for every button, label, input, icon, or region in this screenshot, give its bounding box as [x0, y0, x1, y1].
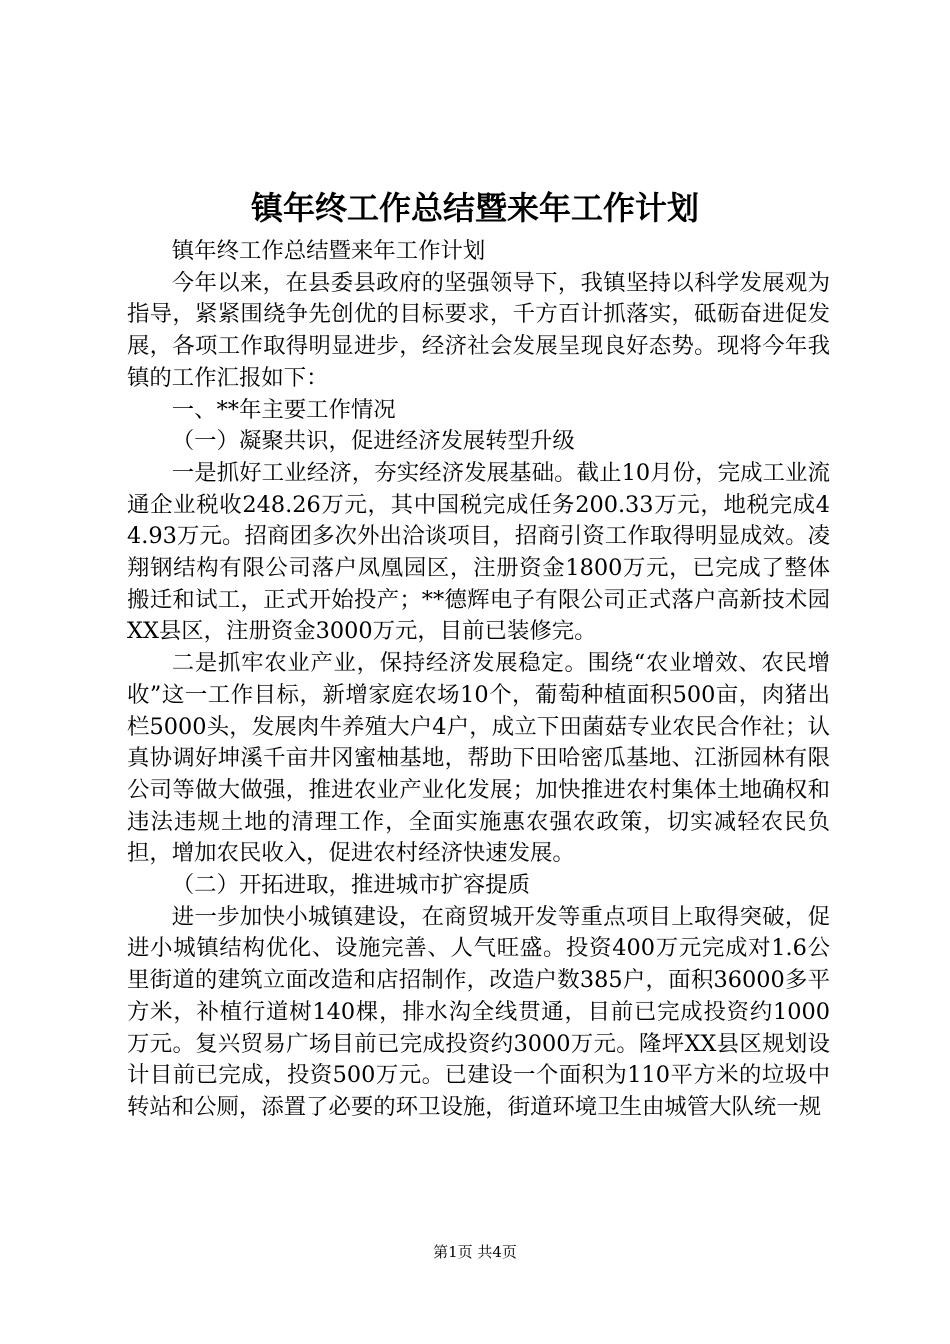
section-heading-main-work: 一、**年主要工作情况	[171, 396, 396, 423]
page-footer: 第1页 共4页	[433, 1243, 517, 1261]
industry-paragraph: 一是抓好工业经济，夯实经济发展基础。截止10月份，完成工业流通企业税收248.26万元，其中国税完成任务200.33万元，地税完成44.93万元。招商团多次外出洽谈项目，招商引资工作取得明显成效。凌翔钢结构有限公司落户凤凰园区，注册资金1800万元，已完成了整体搬迁和试工，正式开始投产；**德辉电子有限公司正式落户高新技术园XX县区，注册资金3000万元，目前已装修完。	[127, 459, 830, 645]
urban-paragraph: 进一步加快小城镇建设，在商贸城开发等重点项目上取得突破，促进小城镇结构优化、设施完善、人气旺盛。投资400万元完成对1.6公里街道的建筑立面改造和店招制作，改造户数385户，面积36000多平方米，补植行道树140棵，排水沟全线贯通，目前已完成投资约1000万元。复兴贸易广场目前已完成投资约3000万元。隆坪XX县区规划设计目前已完成，投资500万元。已建设一个面积为110平方米的垃圾中转站和公厕，添置了必要的环卫设施，街道环境卫生由城管大队统一规	[127, 903, 830, 1120]
subsection-heading-urban: （二）开拓进取，推进城市扩容提质	[171, 872, 531, 899]
agriculture-paragraph: 二是抓牢农业产业，保持经济发展稳定。围绕“农业增效、农民增收”这一工作目标，新增家庭农场10个，葡萄种植面积500亩，肉猪出栏5000头，发展肉牛养殖大户4户，成立下田菌菇专业农民合作社；认真协调好坤溪千亩井冈蜜柚基地，帮助下田哈密瓜基地、江浙园林有限公司等做大做强，推进农业产业化发展；加快推进农村集体土地确权和违法违规土地的清理工作，全面实施惠农强农政策，切实减轻农民负担，增加农民收入，促进农村经济快速发展。	[127, 650, 830, 867]
document-subtitle: 镇年终工作总结暨来年工作计划	[171, 238, 486, 264]
subsection-heading-economy: （一）凝聚共识，促进经济发展转型升级	[171, 428, 575, 455]
document-title: 镇年终工作总结暨来年工作计划	[250, 189, 699, 227]
intro-paragraph: 今年以来，在县委县政府的坚强领导下，我镇坚持以科学发展观为指导，紧紧围绕争先创优的目标要求，千方百计抓落实，砥砺奋进促发展，各项工作取得明显进步，经济社会发展呈现良好态势。现将今年我镇的工作汇报如下：	[127, 269, 830, 391]
document-body	[127, 236, 830, 1124]
